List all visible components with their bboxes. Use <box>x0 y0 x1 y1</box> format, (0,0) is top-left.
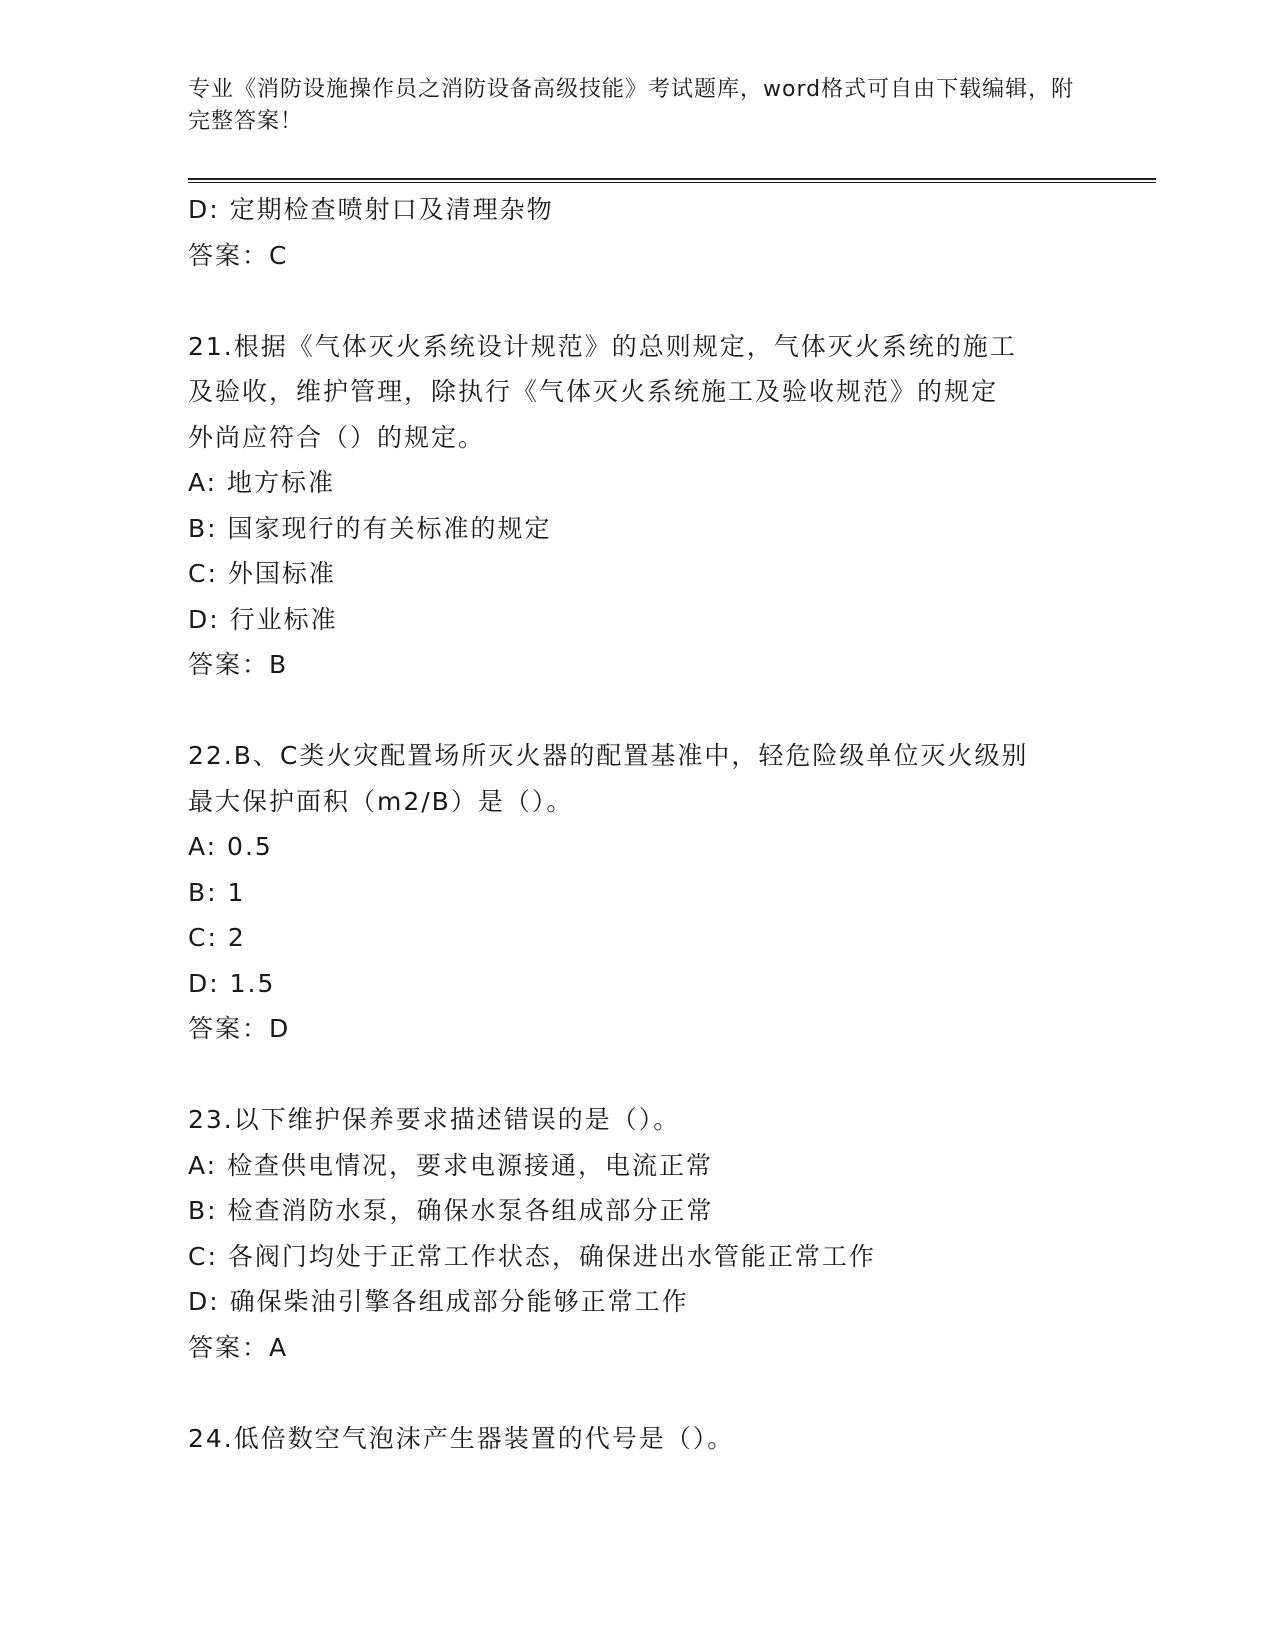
option-d: D: 1.5 <box>188 968 276 998</box>
option-b: B: 1 <box>188 877 246 907</box>
spacer <box>188 1370 1088 1416</box>
question-stem-line: 及验收，维护管理，除执行《气体灭火系统施工及验收规范》的规定 <box>188 377 999 406</box>
question-stem-line: 21.根据《气体灭火系统设计规范》的总则规定，气体灭火系统的施工 <box>188 331 1017 361</box>
question-stem-line: 外尚应符合（）的规定。 <box>188 422 486 452</box>
spacer <box>188 688 1088 734</box>
option-a: A: 检查供电情况，要求电源接通，电流正常 <box>188 1150 714 1180</box>
question-stem-line: 最大保护面积（m2/B）是（）。 <box>188 786 574 816</box>
header-divider <box>188 178 1156 183</box>
question-22 <box>188 733 1088 1052</box>
option-a: A: 0.5 <box>188 832 273 861</box>
spacer <box>188 1052 1088 1098</box>
question-24 <box>188 1416 1088 1462</box>
question-stem-line: 22.B、C类火灾配置场所灭火器的配置基准中，轻危险级单位灭火级别 <box>188 741 1029 770</box>
question-21 <box>188 324 1088 688</box>
prev-answer: 答案：C <box>188 240 289 270</box>
option-c: C: 外国标准 <box>188 559 336 588</box>
answer: 答案：A <box>188 1332 289 1362</box>
answer: 答案：D <box>188 1014 291 1043</box>
option-d: D: 确保柴油引擎各组成部分能够正常工作 <box>188 1287 689 1316</box>
option-b: B: 检查消防水泵，确保水泵各组成部分正常 <box>188 1196 714 1225</box>
option-a: A: 地方标准 <box>188 468 336 497</box>
question-list <box>188 187 1088 1461</box>
option-b: B: 国家现行的有关标准的规定 <box>188 513 552 543</box>
question-stem-line: 23.以下维护保养要求描述错误的是（）。 <box>188 1105 681 1134</box>
option-c: C: 各阀门均处于正常工作状态，确保进出水管能正常工作 <box>188 1241 876 1271</box>
page-header <box>188 74 1078 138</box>
answer: 答案：B <box>188 650 289 679</box>
option-d: D: 行业标准 <box>188 604 338 634</box>
header-text: 专业《消防设施操作员之消防设备高级技能》考试题库，word格式可自由下载编辑，附完整答案！ <box>188 77 1075 134</box>
question-23 <box>188 1097 1088 1370</box>
prev-option-d: D: 定期检查喷射口及清理杂物 <box>188 195 554 224</box>
spacer <box>188 278 1088 324</box>
option-c: C: 2 <box>188 923 246 952</box>
question-stem-line: 24.低倍数空气泡沫产生器装置的代号是（）。 <box>188 1423 735 1453</box>
